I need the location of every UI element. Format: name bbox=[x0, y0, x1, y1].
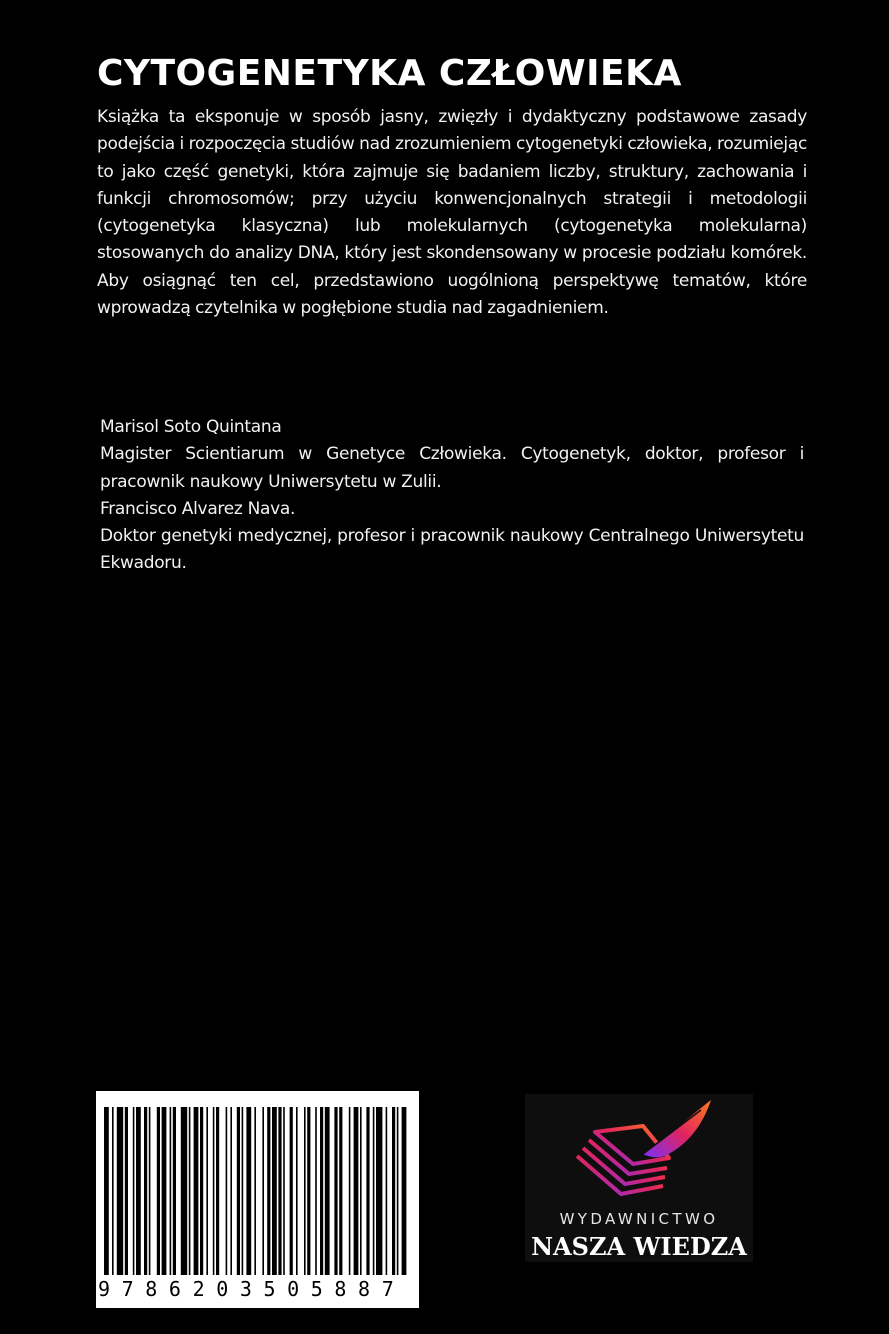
publisher-logo bbox=[525, 1094, 753, 1262]
barcode-bar bbox=[144, 1107, 147, 1275]
barcode-bar bbox=[360, 1107, 362, 1275]
author-bio: Doktor genetyki medycznej, profesor i pracownik naukowy Centralnego Uniwersytetu Ekwadoru. bbox=[100, 526, 804, 574]
barcode-bar bbox=[173, 1107, 176, 1275]
barcode-bar bbox=[325, 1107, 330, 1275]
barcode-bar bbox=[307, 1107, 310, 1275]
barcode-bar bbox=[376, 1107, 382, 1275]
barcode-bar bbox=[349, 1107, 351, 1275]
barcode-bar bbox=[112, 1107, 114, 1275]
isbn-barcode bbox=[96, 1091, 419, 1308]
barcode-bar bbox=[226, 1107, 228, 1275]
barcode-bar bbox=[230, 1107, 232, 1275]
barcode-bar bbox=[272, 1107, 277, 1275]
barcode-bar bbox=[262, 1107, 264, 1275]
barcode-bar bbox=[170, 1107, 172, 1275]
barcode-bar bbox=[296, 1107, 298, 1275]
barcode-bar bbox=[386, 1107, 388, 1275]
author-name: Marisol Soto Quintana bbox=[100, 417, 282, 437]
author-bio: Magister Scientiarum w Genetyce Człowieka. Cytogenetyk, doktor, profesor i pracownik naukowy Uniwersytetu w Zulii. bbox=[100, 444, 804, 492]
barcode-bar bbox=[149, 1107, 151, 1275]
author-name: Francisco Alvarez Nava. bbox=[100, 498, 296, 519]
barcode-bar bbox=[339, 1107, 342, 1275]
publisher-name: NASZA WIEDZA bbox=[531, 1232, 747, 1261]
barcode-bar bbox=[162, 1107, 167, 1275]
barcode-bar bbox=[334, 1107, 337, 1275]
barcode-bar bbox=[237, 1107, 240, 1275]
barcode-bar bbox=[267, 1107, 270, 1275]
barcode-bar bbox=[304, 1107, 306, 1275]
barcode-bar bbox=[104, 1107, 109, 1275]
barcode-bar bbox=[320, 1107, 323, 1275]
publisher-label: WYDAWNICTWO bbox=[559, 1210, 719, 1228]
barcode-bar bbox=[402, 1107, 407, 1275]
barcode-bar bbox=[136, 1107, 141, 1275]
barcode-bar bbox=[283, 1107, 285, 1275]
isbn-number: 9786203505887 bbox=[98, 1277, 406, 1301]
barcode-bar bbox=[366, 1107, 369, 1275]
barcode-bar bbox=[254, 1107, 256, 1275]
book-title: CYTOGENETYKA CZŁOWIEKA bbox=[97, 53, 682, 94]
book-description: Książka ta eksponuje w sposób jasny, zwięzły i dydaktyczny podstawowe zasady podejścia i rozpoczęcia studiów nad zrozumieniem cytogenetyki człowieka, rozumiejąc to jako część genetyki, która zajmuje się badaniem liczby, struktury, zachowania i funkcji chromosomów; przy użyciu konwencjonalnych strategii i metodologii (cytogenetyka klasyczna) lub molekularnych (cytogenetyka molekularna) stosowanych do analizy DNA, który jest skondensowany w procesie podziału komórek. Aby osiągnąć ten cel, przedstawiono uogólnioną perspektywę tematów, które wprowadzą czytelnika w pogłębione studia nad zagadnieniem. bbox=[97, 107, 807, 319]
barcode-bar bbox=[117, 1107, 123, 1275]
barcode-bar bbox=[315, 1107, 317, 1275]
barcode-bar bbox=[125, 1107, 128, 1275]
barcode-bar bbox=[354, 1107, 359, 1275]
barcode-bar bbox=[242, 1107, 244, 1275]
barcode-bar bbox=[290, 1107, 293, 1275]
barcode-bar bbox=[133, 1107, 135, 1275]
barcode-bar bbox=[397, 1107, 399, 1275]
barcode-bar bbox=[246, 1107, 251, 1275]
barcode-bar bbox=[181, 1107, 187, 1275]
barcode-bar bbox=[213, 1107, 215, 1275]
barcode-bar bbox=[392, 1107, 395, 1275]
barcode-bar bbox=[373, 1107, 375, 1275]
book-quill-icon bbox=[525, 1094, 753, 1210]
barcode-bar bbox=[206, 1107, 208, 1275]
author-notes bbox=[100, 414, 804, 578]
barcode-bar bbox=[216, 1107, 219, 1275]
barcode-bar bbox=[157, 1107, 160, 1275]
barcode-bar bbox=[200, 1107, 203, 1275]
barcode-bar bbox=[278, 1107, 281, 1275]
barcode-bars bbox=[96, 1091, 419, 1308]
barcode-bar bbox=[194, 1107, 199, 1275]
barcode-bar bbox=[189, 1107, 191, 1275]
